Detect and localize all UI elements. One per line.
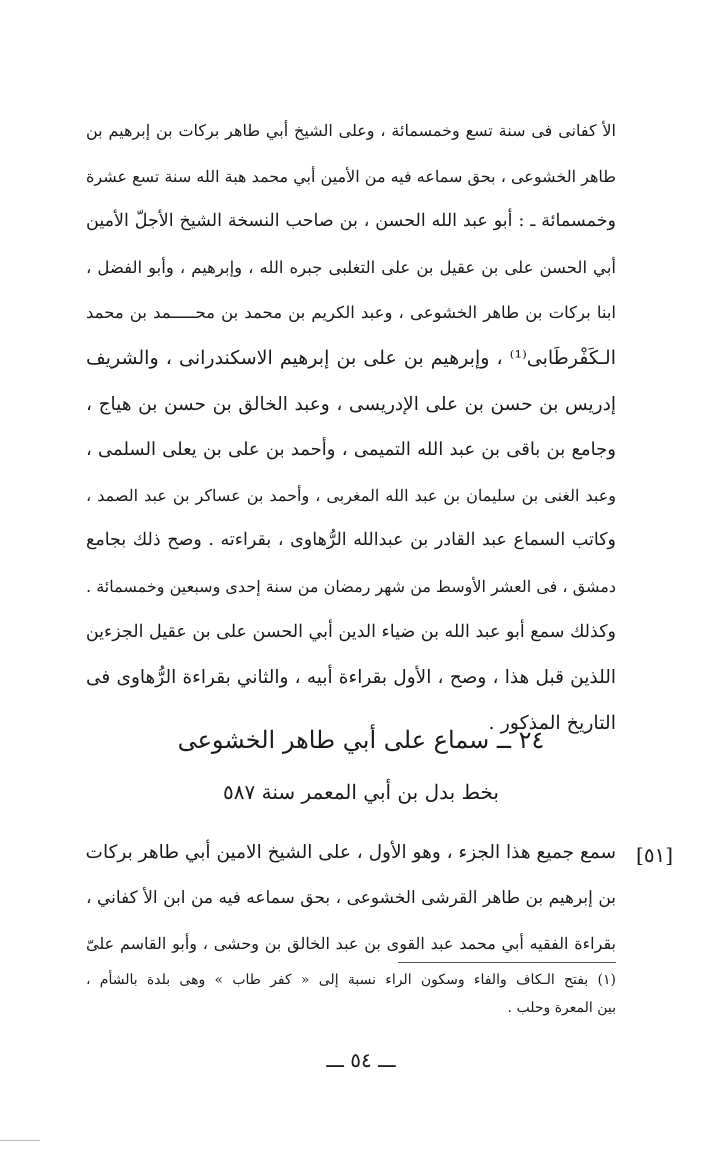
- footnote-divider: [398, 962, 616, 963]
- text-line: وكذلك سمع أبو عبد الله بن ضياء الدين أبي الحسن على بن عقيل الجزءين: [86, 621, 616, 642]
- text-line: ابنا بركات بن طاهر الخشوعى ، وعبد الكريم بن محمد بن محـــــمد بن محمد: [86, 303, 616, 323]
- footnote: [86, 966, 616, 1022]
- text-line: طاهر الخشوعى ، بحق سماعه فيه من الأمين أبي محمد هبة الله سنة تسع عشرة: [86, 166, 616, 186]
- footnote-line: (١) بفتح الـكاف والفاء وسكون الراء نسبة إلى « كفر طاب » وهى بلدة بالشأم ،: [86, 972, 616, 988]
- text-line: إدريس بن حسن بن على الإدريسى ، وعبد الخالق بن حسن بن هياج ،: [86, 393, 616, 415]
- text-line: وجامع بن باقى بن عبد الله التميمى ، وأحمد بن على بن يعلى السلمى ،: [86, 439, 616, 461]
- text-line: وكاتب السماع عبد القادر بن عبدالله الرُّهاوى ، بقراءته . وصح ذلك بجامع: [86, 530, 616, 551]
- scan-edge-mark: [0, 1140, 40, 1141]
- section-title: ٢٤ ــ سماع على أبي طاهر الخشوعى: [177, 726, 545, 754]
- entry-text-block: [86, 830, 616, 967]
- text-line: أبي الحسن على بن عقيل بن على التغلبى جبره الله ، وإبرهيم ، وأبو الفضل ،: [86, 257, 616, 277]
- text-line: بقراءة الفقيه أبي محمد عبد القوى بن عبد الخالق بن وحشى ، وأبو القاسم علىّ: [86, 934, 616, 954]
- text-line: الـكَفْرطَابى⁽¹⁾ ، وإبرهيم بن على بن إبرهيم الاسكندرانى ، والشريف: [86, 346, 616, 369]
- text-line: وعبد الغنى بن سليمان بن عبد الله المغربى ، وأحمد بن عساكر بن عبد الصمد ،: [86, 485, 616, 505]
- footnote-line: بين المعرة وحلب .: [507, 1000, 616, 1016]
- entry-marker: [٥١]: [636, 843, 674, 867]
- text-line: سمع جميع هذا الجزء ، وهو الأول ، على الشيخ الامين أبي طاهر بركات: [86, 842, 616, 863]
- text-line: بن إبرهيم بن طاهر القرشى الخشوعى ، بحق سماعه فيه من ابن الأ كفاني ،: [86, 887, 616, 908]
- text-line: الأ كفانى فى سنة تسع وخمسمائة ، وعلى الشيخ أبي طاهر بركات بن إبرهيم بن: [86, 121, 616, 140]
- text-line: وخمسمائة ـ : أبو عبد الله الحسن ، بن صاحب النسخة الشيخ الأجلّ الأمين: [86, 211, 616, 232]
- text-line: التاريخ المذكور .: [488, 711, 616, 734]
- text-line: دمشق ، فى العشر الأوسط من شهر رمضان من سنة إحدى وسبعين وخمسمائة .: [86, 576, 616, 596]
- main-text-block: [86, 108, 616, 746]
- page-number: ـــ ٥٤ ـــ: [326, 1048, 396, 1072]
- text-line: اللذين قبل هذا ، وصح ، الأول بقراءة أبيه ، والثاني بقراءة الرُّهاوى فى: [86, 667, 616, 689]
- section-subtitle: بخط بدل بن أبي المعمر سنة ٥٨٧: [223, 780, 499, 804]
